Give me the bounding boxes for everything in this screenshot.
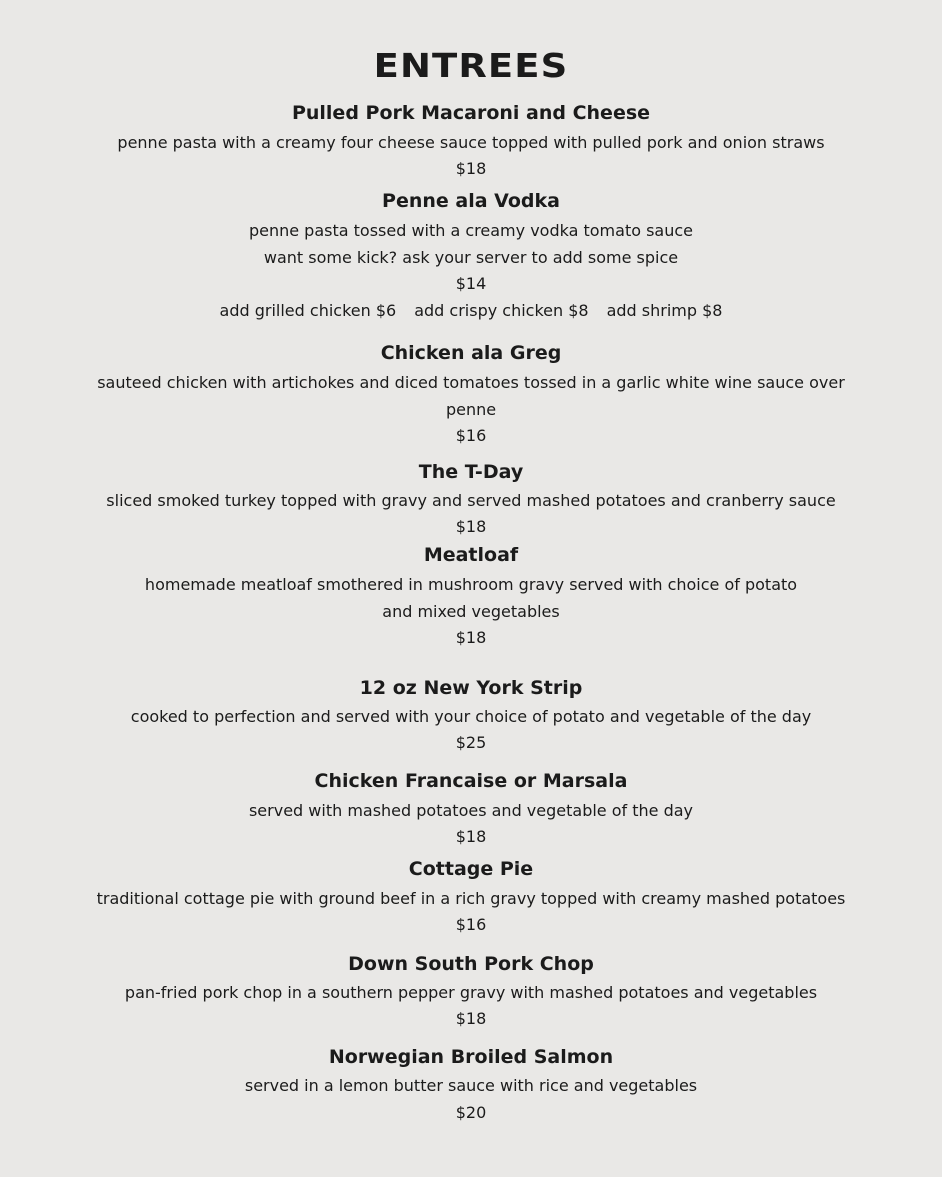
addon-option: add grilled chicken $6	[219, 301, 397, 320]
item-description: pan-fried pork chop in a southern pepper gravy with mashed potatoes and vegetables	[124, 983, 818, 1002]
item-description: penne pasta with a creamy four cheese sauce topped with pulled pork and onion straws	[117, 133, 825, 152]
item-price: $18	[455, 517, 487, 536]
item-price: $20	[455, 1103, 487, 1122]
item-description: penne	[445, 400, 497, 419]
item-name: Cottage Pie	[408, 858, 534, 880]
item-name: Penne ala Vodka	[382, 190, 560, 212]
item-description: sauteed chicken with artichokes and diced tomatoes tossed in a garlic white wine sauce over	[97, 373, 845, 392]
menu-title: ENTREES	[373, 46, 569, 85]
addon-option: add crispy chicken $8	[414, 301, 589, 320]
item-price: $18	[455, 827, 487, 846]
item-description: traditional cottage pie with ground beef in a rich gravy topped with creamy mashed potatoes	[96, 889, 846, 908]
item-description: cooked to perfection and served with your choice of potato and vegetable of the day	[130, 707, 812, 726]
item-price: $16	[455, 915, 487, 934]
item-price: $16	[455, 426, 487, 445]
addon-option: add shrimp $8	[606, 301, 723, 320]
item-price: $18	[455, 159, 487, 178]
item-description: sliced smoked turkey topped with gravy and served mashed potatoes and cranberry sauce	[106, 491, 836, 510]
item-name: Chicken Francaise or Marsala	[314, 770, 628, 792]
item-description: penne pasta tossed with a creamy vodka tomato sauce	[248, 221, 694, 240]
item-price: $25	[455, 733, 487, 752]
item-name: Pulled Pork Macaroni and Cheese	[291, 102, 651, 124]
item-price: $14	[455, 274, 487, 293]
item-name: Norwegian Broiled Salmon	[328, 1046, 614, 1068]
item-name: The T-Day	[418, 461, 524, 483]
item-name: Down South Pork Chop	[348, 953, 594, 975]
item-description: and mixed vegetables	[382, 602, 560, 621]
item-addons	[0, 298, 942, 324]
item-description: served in a lemon butter sauce with rice and vegetables	[244, 1076, 698, 1095]
item-price: $18	[455, 1009, 487, 1028]
item-description: want some kick? ask your server to add some spice	[263, 248, 679, 267]
item-name: 12 oz New York Strip	[359, 677, 583, 699]
item-name: Chicken ala Greg	[380, 342, 562, 364]
item-description: served with mashed potatoes and vegetable of the day	[248, 801, 694, 820]
item-description: homemade meatloaf smothered in mushroom gravy served with choice of potato	[144, 575, 798, 594]
item-name: Meatloaf	[423, 544, 519, 566]
item-price: $18	[455, 628, 487, 647]
